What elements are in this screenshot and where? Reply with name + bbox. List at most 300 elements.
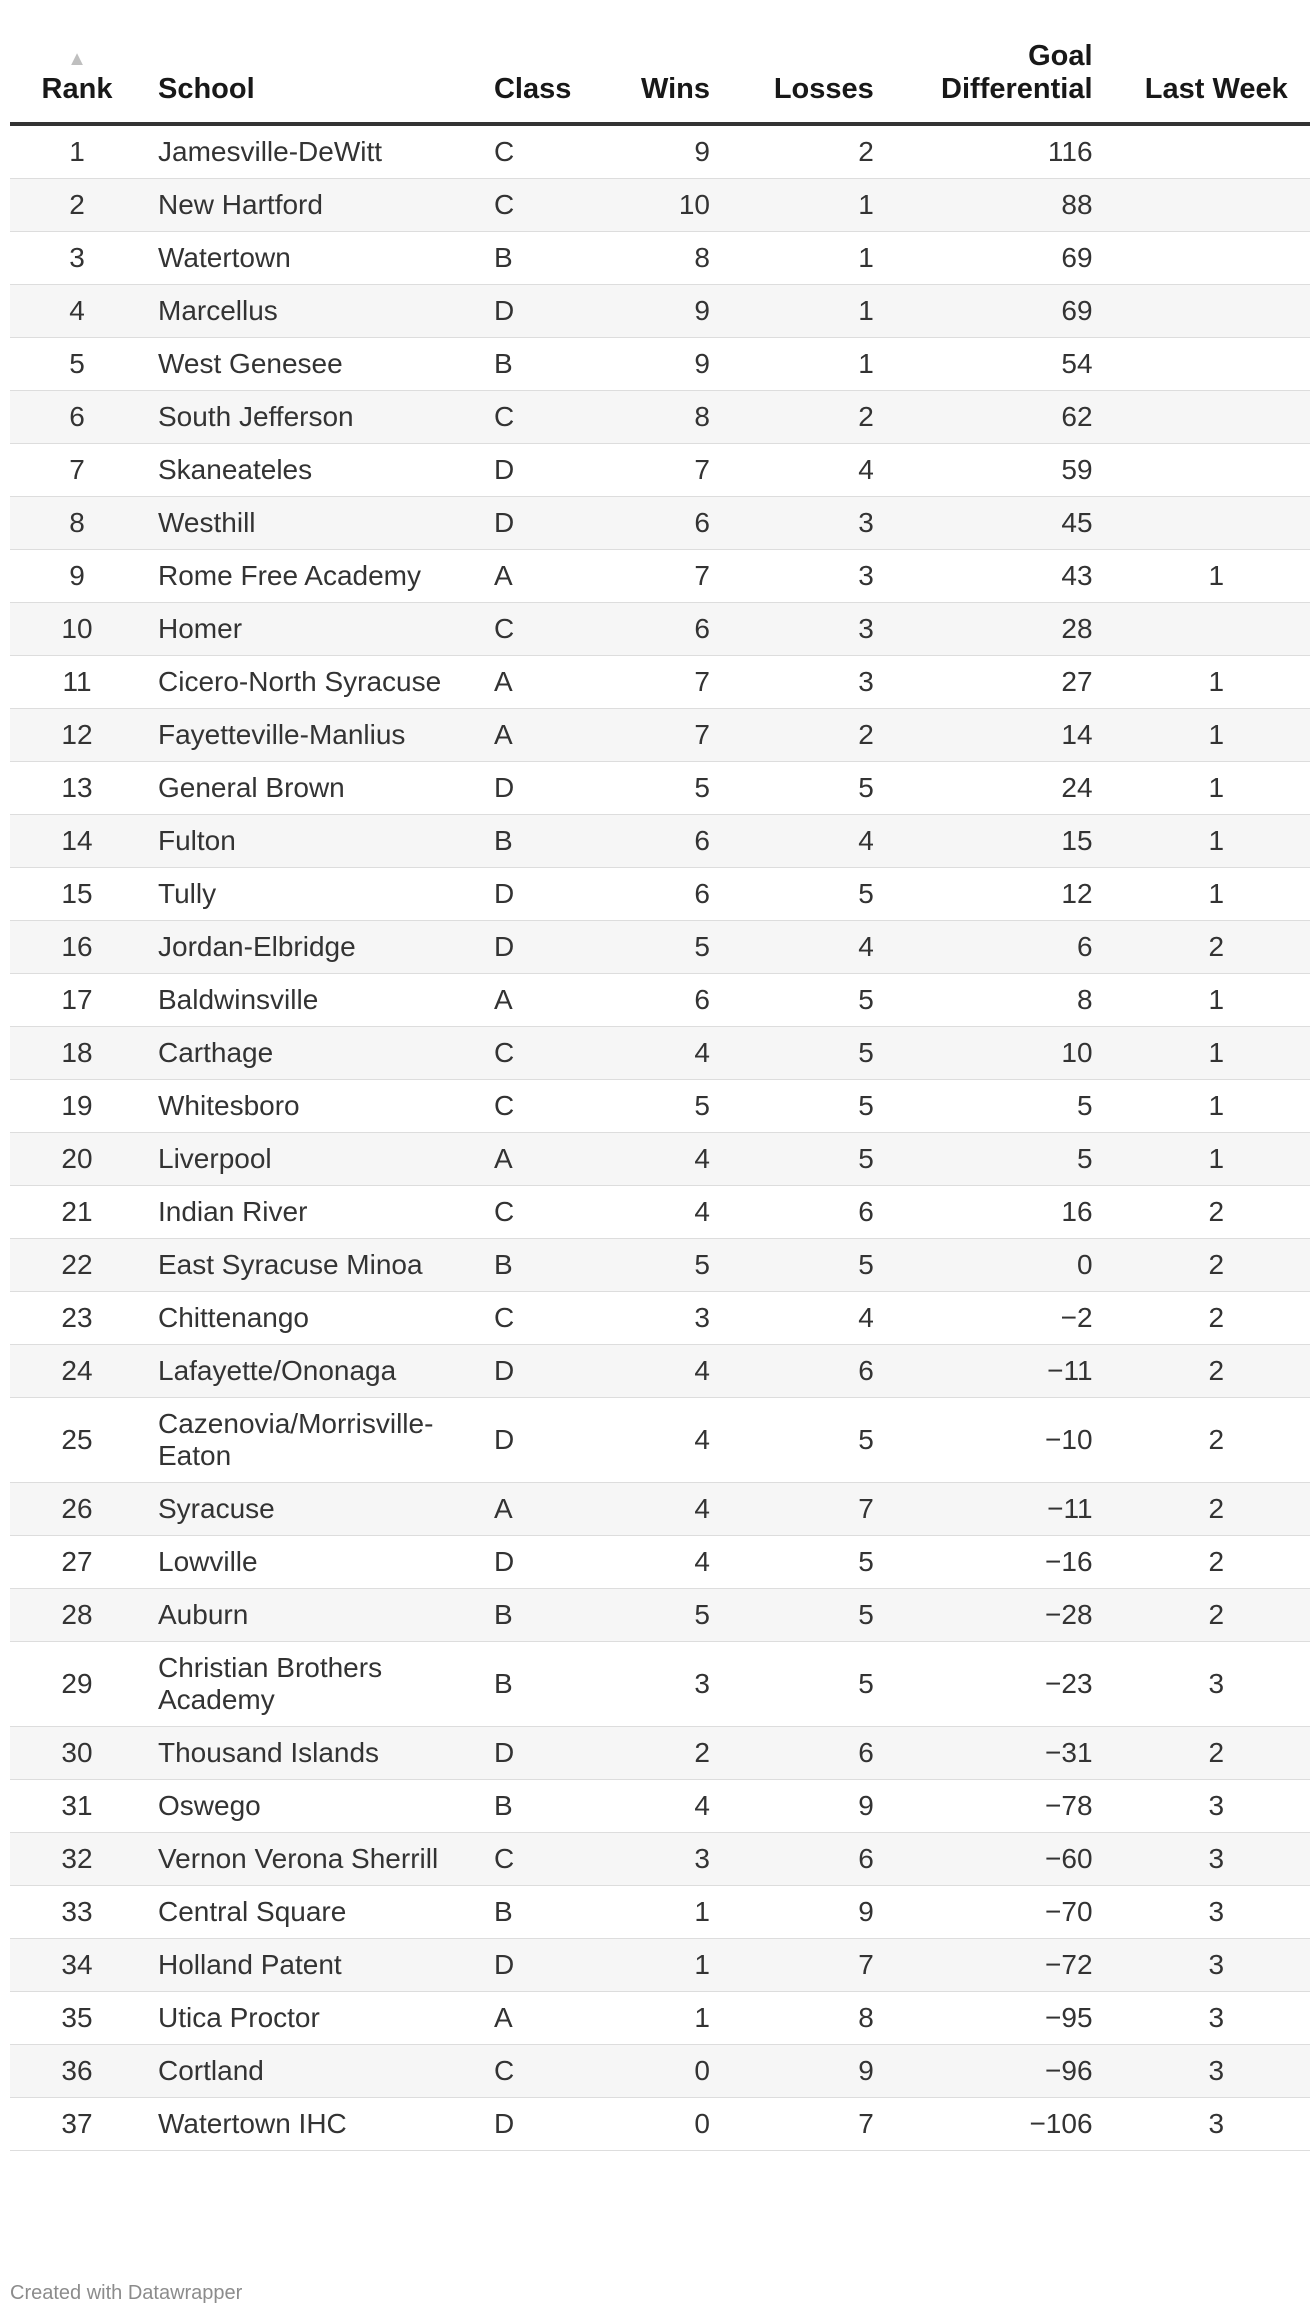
table-row	[10, 603, 1310, 656]
rank-cell: 12	[10, 709, 144, 762]
table-row	[10, 1398, 1310, 1483]
table-row	[10, 2045, 1310, 2098]
goal-differential-cell: 0	[882, 1239, 1101, 1292]
goal-differential-cell: −2	[882, 1292, 1101, 1345]
rank-cell: 21	[10, 1186, 144, 1239]
school-cell: Lafayette/Ononaga	[144, 1345, 482, 1398]
table-row	[10, 1186, 1310, 1239]
losses-cell: 4	[718, 444, 882, 497]
goal-differential-cell: −78	[882, 1780, 1101, 1833]
wins-cell: 4	[594, 1027, 718, 1080]
goal-differential-cell: 88	[882, 179, 1101, 232]
wins-cell: 9	[594, 124, 718, 179]
last-week-cell: 2	[1101, 1536, 1310, 1589]
rank-cell: 27	[10, 1536, 144, 1589]
class-cell: D	[482, 762, 594, 815]
rank-cell: 33	[10, 1886, 144, 1939]
last-week-cell: 2	[1101, 1239, 1310, 1292]
class-cell: C	[482, 603, 594, 656]
rank-cell: 31	[10, 1780, 144, 1833]
column-header-losses[interactable]: Losses	[718, 40, 882, 124]
losses-cell: 4	[718, 815, 882, 868]
wins-cell: 3	[594, 1833, 718, 1886]
table-row	[10, 1886, 1310, 1939]
school-cell: Oswego	[144, 1780, 482, 1833]
last-week-cell: 3	[1101, 1833, 1310, 1886]
losses-cell: 5	[718, 1398, 882, 1483]
wins-cell: 6	[594, 497, 718, 550]
table-row	[10, 285, 1310, 338]
rank-cell: 2	[10, 179, 144, 232]
wins-cell: 7	[594, 444, 718, 497]
table-row	[10, 124, 1310, 179]
wins-cell: 4	[594, 1345, 718, 1398]
last-week-cell: 1	[1101, 1133, 1310, 1186]
wins-cell: 6	[594, 868, 718, 921]
class-cell: B	[482, 1780, 594, 1833]
goal-differential-cell: 69	[882, 285, 1101, 338]
class-cell: D	[482, 1345, 594, 1398]
losses-cell: 5	[718, 1642, 882, 1727]
goal-differential-cell: −106	[882, 2098, 1101, 2151]
rank-cell: 19	[10, 1080, 144, 1133]
column-header-class[interactable]: Class	[482, 40, 594, 124]
school-cell: Tully	[144, 868, 482, 921]
rank-cell: 8	[10, 497, 144, 550]
school-cell: East Syracuse Minoa	[144, 1239, 482, 1292]
wins-cell: 1	[594, 1886, 718, 1939]
wins-cell: 5	[594, 1080, 718, 1133]
last-week-cell: 2	[1101, 1345, 1310, 1398]
last-week-cell: 2	[1101, 1483, 1310, 1536]
rank-cell: 13	[10, 762, 144, 815]
rank-cell: 9	[10, 550, 144, 603]
goal-differential-cell: 69	[882, 232, 1101, 285]
class-cell: D	[482, 1939, 594, 1992]
school-cell: Watertown	[144, 232, 482, 285]
column-header-rank-label: Rank	[41, 73, 113, 105]
school-cell: Carthage	[144, 1027, 482, 1080]
table-row	[10, 179, 1310, 232]
school-cell: Auburn	[144, 1589, 482, 1642]
rank-cell: 36	[10, 2045, 144, 2098]
wins-cell: 3	[594, 1642, 718, 1727]
goal-differential-cell: −23	[882, 1642, 1101, 1727]
class-cell: C	[482, 1186, 594, 1239]
class-cell: C	[482, 1833, 594, 1886]
wins-cell: 9	[594, 338, 718, 391]
losses-cell: 4	[718, 921, 882, 974]
goal-differential-cell: −95	[882, 1992, 1101, 2045]
table-row	[10, 1483, 1310, 1536]
goal-differential-cell: 5	[882, 1080, 1101, 1133]
losses-cell: 5	[718, 1080, 882, 1133]
goal-differential-cell: −11	[882, 1345, 1101, 1398]
goal-differential-cell: −10	[882, 1398, 1101, 1483]
rank-cell: 5	[10, 338, 144, 391]
class-cell: D	[482, 444, 594, 497]
goal-differential-cell: −96	[882, 2045, 1101, 2098]
table-row	[10, 1833, 1310, 1886]
last-week-cell	[1101, 179, 1310, 232]
last-week-cell	[1101, 391, 1310, 444]
class-cell: B	[482, 232, 594, 285]
school-cell: Thousand Islands	[144, 1727, 482, 1780]
goal-differential-cell: 14	[882, 709, 1101, 762]
table-row	[10, 1292, 1310, 1345]
losses-cell: 4	[718, 1292, 882, 1345]
last-week-cell: 2	[1101, 1292, 1310, 1345]
class-cell: B	[482, 815, 594, 868]
class-cell: B	[482, 1589, 594, 1642]
goal-differential-cell: 54	[882, 338, 1101, 391]
wins-cell: 8	[594, 391, 718, 444]
losses-cell: 7	[718, 1939, 882, 1992]
goal-differential-cell: 62	[882, 391, 1101, 444]
losses-cell: 5	[718, 974, 882, 1027]
goal-differential-cell: 10	[882, 1027, 1101, 1080]
wins-cell: 5	[594, 921, 718, 974]
losses-cell: 5	[718, 1589, 882, 1642]
wins-cell: 6	[594, 603, 718, 656]
last-week-cell: 1	[1101, 550, 1310, 603]
rank-cell: 17	[10, 974, 144, 1027]
last-week-cell: 3	[1101, 1939, 1310, 1992]
table-header	[10, 40, 1310, 124]
wins-cell: 3	[594, 1292, 718, 1345]
last-week-cell: 3	[1101, 1992, 1310, 2045]
school-cell: Homer	[144, 603, 482, 656]
rank-cell: 30	[10, 1727, 144, 1780]
table-row	[10, 1345, 1310, 1398]
goal-differential-cell: 16	[882, 1186, 1101, 1239]
table-row	[10, 1027, 1310, 1080]
last-week-cell	[1101, 285, 1310, 338]
school-cell: Indian River	[144, 1186, 482, 1239]
goal-differential-cell: 59	[882, 444, 1101, 497]
school-cell: General Brown	[144, 762, 482, 815]
losses-cell: 1	[718, 285, 882, 338]
wins-cell: 1	[594, 1992, 718, 2045]
losses-cell: 5	[718, 762, 882, 815]
last-week-cell	[1101, 124, 1310, 179]
rank-cell: 4	[10, 285, 144, 338]
wins-cell: 7	[594, 656, 718, 709]
school-cell: West Genesee	[144, 338, 482, 391]
class-cell: A	[482, 656, 594, 709]
losses-cell: 3	[718, 550, 882, 603]
table-row	[10, 974, 1310, 1027]
rank-cell: 1	[10, 124, 144, 179]
wins-cell: 4	[594, 1483, 718, 1536]
goal-differential-cell: 8	[882, 974, 1101, 1027]
losses-cell: 3	[718, 603, 882, 656]
column-header-goal-differential[interactable]: Goal Differential	[882, 40, 1101, 124]
school-cell: Skaneateles	[144, 444, 482, 497]
goal-differential-cell: 6	[882, 921, 1101, 974]
rank-cell: 23	[10, 1292, 144, 1345]
class-cell: C	[482, 2045, 594, 2098]
losses-cell: 1	[718, 338, 882, 391]
school-cell: Lowville	[144, 1536, 482, 1589]
last-week-cell: 1	[1101, 709, 1310, 762]
class-cell: B	[482, 1886, 594, 1939]
wins-cell: 4	[594, 1398, 718, 1483]
table-row	[10, 762, 1310, 815]
losses-cell: 6	[718, 1345, 882, 1398]
goal-differential-cell: 12	[882, 868, 1101, 921]
losses-cell: 8	[718, 1992, 882, 2045]
losses-cell: 9	[718, 1780, 882, 1833]
losses-cell: 6	[718, 1727, 882, 1780]
class-cell: C	[482, 391, 594, 444]
rankings-table	[10, 40, 1310, 2151]
rank-cell: 10	[10, 603, 144, 656]
last-week-cell	[1101, 497, 1310, 550]
last-week-cell: 2	[1101, 921, 1310, 974]
table-row	[10, 550, 1310, 603]
class-cell: B	[482, 1239, 594, 1292]
wins-cell: 4	[594, 1133, 718, 1186]
school-cell: Whitesboro	[144, 1080, 482, 1133]
losses-cell: 6	[718, 1833, 882, 1886]
losses-cell: 9	[718, 2045, 882, 2098]
goal-differential-cell: 45	[882, 497, 1101, 550]
column-header-wins[interactable]: Wins	[594, 40, 718, 124]
table-row	[10, 1939, 1310, 1992]
rank-cell: 14	[10, 815, 144, 868]
losses-cell: 2	[718, 124, 882, 179]
losses-cell: 5	[718, 1536, 882, 1589]
wins-cell: 1	[594, 1939, 718, 1992]
last-week-cell: 1	[1101, 974, 1310, 1027]
rank-cell: 11	[10, 656, 144, 709]
losses-cell: 1	[718, 179, 882, 232]
class-cell: C	[482, 179, 594, 232]
wins-cell: 5	[594, 1239, 718, 1292]
class-cell: C	[482, 1027, 594, 1080]
table-row	[10, 338, 1310, 391]
goal-differential-cell: 24	[882, 762, 1101, 815]
wins-cell: 8	[594, 232, 718, 285]
losses-cell: 3	[718, 497, 882, 550]
table-row	[10, 1133, 1310, 1186]
datawrapper-credit[interactable]: Created with Datawrapper	[10, 2282, 243, 2304]
wins-cell: 4	[594, 1186, 718, 1239]
school-cell: Baldwinsville	[144, 974, 482, 1027]
class-cell: A	[482, 550, 594, 603]
losses-cell: 5	[718, 1239, 882, 1292]
class-cell: C	[482, 1292, 594, 1345]
rank-cell: 3	[10, 232, 144, 285]
last-week-cell: 1	[1101, 1080, 1310, 1133]
last-week-cell: 2	[1101, 1727, 1310, 1780]
school-cell: Holland Patent	[144, 1939, 482, 1992]
wins-cell: 6	[594, 974, 718, 1027]
last-week-cell: 1	[1101, 1027, 1310, 1080]
table-row	[10, 815, 1310, 868]
class-cell: A	[482, 709, 594, 762]
table-row	[10, 2098, 1310, 2151]
goal-differential-cell: 28	[882, 603, 1101, 656]
rank-cell: 15	[10, 868, 144, 921]
wins-cell: 5	[594, 762, 718, 815]
school-cell: Westhill	[144, 497, 482, 550]
rank-cell: 7	[10, 444, 144, 497]
rank-cell: 26	[10, 1483, 144, 1536]
table-body	[10, 124, 1310, 2151]
class-cell: C	[482, 124, 594, 179]
school-cell: Vernon Verona Sherrill	[144, 1833, 482, 1886]
table-row	[10, 709, 1310, 762]
goal-differential-cell: −16	[882, 1536, 1101, 1589]
goal-differential-cell: 27	[882, 656, 1101, 709]
table-row	[10, 1589, 1310, 1642]
last-week-cell: 2	[1101, 1589, 1310, 1642]
wins-cell: 4	[594, 1780, 718, 1833]
class-cell: A	[482, 1483, 594, 1536]
class-cell: D	[482, 2098, 594, 2151]
school-cell: Jamesville-DeWitt	[144, 124, 482, 179]
goal-differential-cell: 43	[882, 550, 1101, 603]
school-cell: Syracuse	[144, 1483, 482, 1536]
rank-cell: 6	[10, 391, 144, 444]
school-cell: Utica Proctor	[144, 1992, 482, 2045]
table-row	[10, 1536, 1310, 1589]
column-header-school[interactable]: School	[144, 40, 482, 124]
losses-cell: 5	[718, 1133, 882, 1186]
school-cell: Rome Free Academy	[144, 550, 482, 603]
sort-ascending-icon[interactable]: ▲	[67, 48, 87, 70]
header-row	[10, 40, 1310, 124]
last-week-cell: 1	[1101, 656, 1310, 709]
losses-cell: 3	[718, 656, 882, 709]
losses-cell: 5	[718, 1027, 882, 1080]
rank-cell: 34	[10, 1939, 144, 1992]
rank-cell: 22	[10, 1239, 144, 1292]
rank-cell: 35	[10, 1992, 144, 2045]
class-cell: A	[482, 1133, 594, 1186]
goal-differential-cell: 15	[882, 815, 1101, 868]
school-cell: Fayetteville-Manlius	[144, 709, 482, 762]
class-cell: B	[482, 338, 594, 391]
school-cell: Cazenovia/Morrisville-Eaton	[144, 1398, 482, 1483]
goal-differential-cell: −31	[882, 1727, 1101, 1780]
table-row	[10, 1239, 1310, 1292]
table-row	[10, 497, 1310, 550]
goal-differential-cell: 116	[882, 124, 1101, 179]
last-week-cell: 1	[1101, 762, 1310, 815]
rank-cell: 20	[10, 1133, 144, 1186]
column-header-last-week[interactable]: Last Week	[1101, 40, 1310, 124]
class-cell: B	[482, 1642, 594, 1727]
losses-cell: 6	[718, 1186, 882, 1239]
last-week-cell: 2	[1101, 1398, 1310, 1483]
wins-cell: 7	[594, 550, 718, 603]
table-row	[10, 868, 1310, 921]
table-row	[10, 1727, 1310, 1780]
table-row	[10, 1780, 1310, 1833]
goal-differential-cell: 5	[882, 1133, 1101, 1186]
school-cell: Jordan-Elbridge	[144, 921, 482, 974]
table-row	[10, 444, 1310, 497]
last-week-cell: 1	[1101, 815, 1310, 868]
class-cell: C	[482, 1080, 594, 1133]
school-cell: Liverpool	[144, 1133, 482, 1186]
table-row	[10, 1642, 1310, 1727]
last-week-cell	[1101, 603, 1310, 656]
last-week-cell: 3	[1101, 1780, 1310, 1833]
rank-cell: 29	[10, 1642, 144, 1727]
class-cell: D	[482, 868, 594, 921]
wins-cell: 2	[594, 1727, 718, 1780]
losses-cell: 2	[718, 709, 882, 762]
rank-cell: 24	[10, 1345, 144, 1398]
table-row	[10, 656, 1310, 709]
school-cell: South Jefferson	[144, 391, 482, 444]
school-cell: Marcellus	[144, 285, 482, 338]
last-week-cell: 1	[1101, 868, 1310, 921]
losses-cell: 5	[718, 868, 882, 921]
school-cell: Chittenango	[144, 1292, 482, 1345]
last-week-cell: 3	[1101, 1642, 1310, 1727]
losses-cell: 1	[718, 232, 882, 285]
losses-cell: 2	[718, 391, 882, 444]
wins-cell: 9	[594, 285, 718, 338]
class-cell: D	[482, 1727, 594, 1780]
last-week-cell: 3	[1101, 2045, 1310, 2098]
wins-cell: 0	[594, 2045, 718, 2098]
table-row	[10, 391, 1310, 444]
rank-cell: 18	[10, 1027, 144, 1080]
rank-cell: 16	[10, 921, 144, 974]
wins-cell: 7	[594, 709, 718, 762]
rank-cell: 32	[10, 1833, 144, 1886]
wins-cell: 5	[594, 1589, 718, 1642]
class-cell: A	[482, 974, 594, 1027]
table-row	[10, 1992, 1310, 2045]
wins-cell: 10	[594, 179, 718, 232]
goal-differential-cell: −28	[882, 1589, 1101, 1642]
column-header-rank[interactable]	[10, 40, 144, 124]
wins-cell: 0	[594, 2098, 718, 2151]
school-cell: Central Square	[144, 1886, 482, 1939]
class-cell: A	[482, 1992, 594, 2045]
wins-cell: 6	[594, 815, 718, 868]
school-cell: New Hartford	[144, 179, 482, 232]
class-cell: D	[482, 921, 594, 974]
last-week-cell	[1101, 444, 1310, 497]
school-cell: Cicero-North Syracuse	[144, 656, 482, 709]
last-week-cell: 3	[1101, 2098, 1310, 2151]
goal-differential-cell: −70	[882, 1886, 1101, 1939]
school-cell: Christian Brothers Academy	[144, 1642, 482, 1727]
goal-differential-cell: −72	[882, 1939, 1101, 1992]
table-row	[10, 232, 1310, 285]
school-cell: Fulton	[144, 815, 482, 868]
table-row	[10, 921, 1310, 974]
rank-cell: 37	[10, 2098, 144, 2151]
losses-cell: 7	[718, 2098, 882, 2151]
losses-cell: 7	[718, 1483, 882, 1536]
table-row	[10, 1080, 1310, 1133]
class-cell: D	[482, 497, 594, 550]
goal-differential-cell: −11	[882, 1483, 1101, 1536]
losses-cell: 9	[718, 1886, 882, 1939]
class-cell: D	[482, 1398, 594, 1483]
last-week-cell: 2	[1101, 1186, 1310, 1239]
rank-cell: 28	[10, 1589, 144, 1642]
